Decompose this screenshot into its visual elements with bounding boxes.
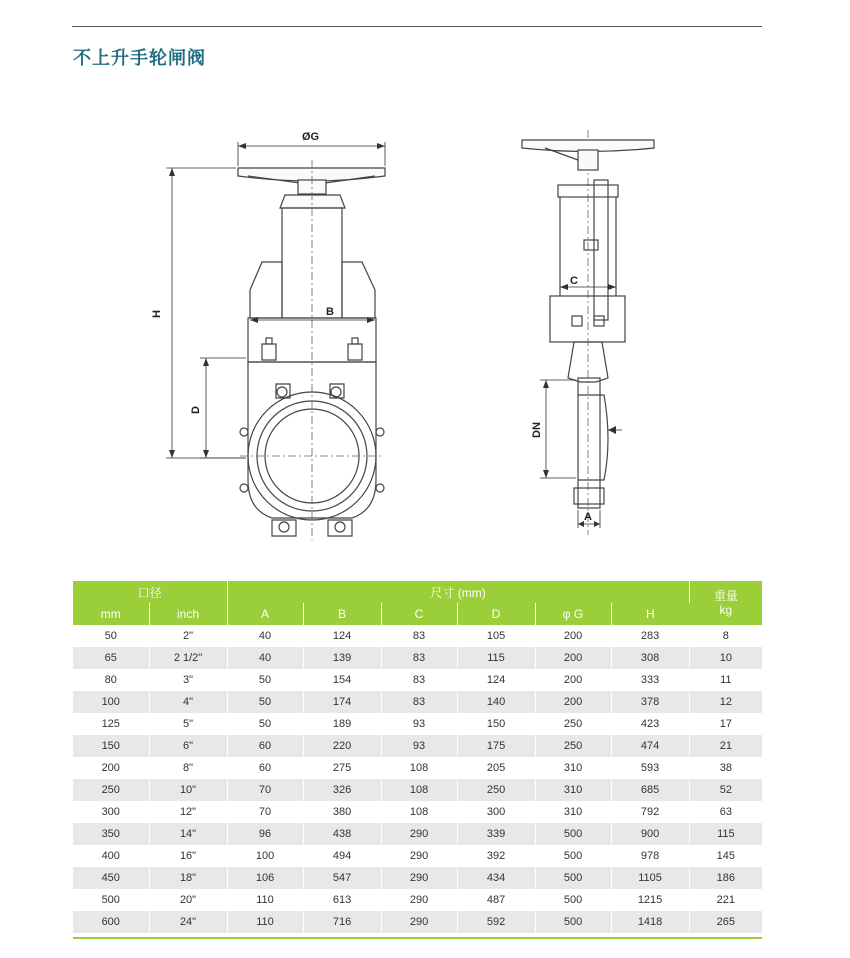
header-weight-unit: kg (719, 603, 733, 617)
table-cell: 300 (457, 801, 535, 823)
table-cell: 38 (689, 757, 762, 779)
table-cell: 290 (381, 823, 457, 845)
specification-table (73, 581, 762, 933)
table-cell: 105 (457, 625, 535, 647)
dim-label-c: C (570, 275, 578, 287)
table-cell: 494 (303, 845, 381, 867)
table-row (73, 669, 762, 691)
table-cell: 400 (73, 845, 149, 867)
table-cell: 250 (535, 713, 611, 735)
table-cell: 83 (381, 647, 457, 669)
table-cell: 200 (535, 647, 611, 669)
table-cell: 108 (381, 779, 457, 801)
table-cell: 145 (689, 845, 762, 867)
table-cell: 175 (457, 735, 535, 757)
table-cell: 110 (227, 889, 303, 911)
table-cell: 300 (73, 801, 149, 823)
table-cell: 250 (535, 735, 611, 757)
dim-label-h: H (151, 310, 163, 318)
table-cell: 3" (149, 669, 227, 691)
table-cell: 40 (227, 625, 303, 647)
table-row (73, 779, 762, 801)
dim-label-dn: DN (531, 422, 543, 438)
table-cell: 154 (303, 669, 381, 691)
table-cell: 60 (227, 757, 303, 779)
table-cell: 450 (73, 867, 149, 889)
table-cell: 10 (689, 647, 762, 669)
table-cell: 108 (381, 801, 457, 823)
table-cell: 434 (457, 867, 535, 889)
table-cell: 18" (149, 867, 227, 889)
table-cell: 83 (381, 625, 457, 647)
table-row (73, 735, 762, 757)
table-cell: 2" (149, 625, 227, 647)
table-cell: 380 (303, 801, 381, 823)
table-cell: 500 (73, 889, 149, 911)
table-cell: 50 (227, 669, 303, 691)
table-cell: 2 1/2" (149, 647, 227, 669)
table-cell: 100 (227, 845, 303, 867)
table-cell: 613 (303, 889, 381, 911)
table-cell: 80 (73, 669, 149, 691)
table-cell: 12 (689, 691, 762, 713)
table-cell: 65 (73, 647, 149, 669)
table-cell: 124 (457, 669, 535, 691)
header-nominal-size: 口径 (73, 581, 227, 603)
table-row (73, 625, 762, 647)
table-cell: 16" (149, 845, 227, 867)
table-cell: 70 (227, 801, 303, 823)
table-cell: 685 (611, 779, 689, 801)
table-cell: 200 (73, 757, 149, 779)
table-cell: 150 (73, 735, 149, 757)
table-cell: 139 (303, 647, 381, 669)
table-cell: 310 (535, 779, 611, 801)
table-cell: 96 (227, 823, 303, 845)
header-mm: mm (73, 603, 149, 625)
page-title: 不上升手轮闸阀 (73, 48, 206, 69)
table-cell: 10" (149, 779, 227, 801)
table-row (73, 867, 762, 889)
table-cell: 20" (149, 889, 227, 911)
table-row (73, 757, 762, 779)
table-cell: 40 (227, 647, 303, 669)
table-cell: 1215 (611, 889, 689, 911)
table-cell: 63 (689, 801, 762, 823)
table-cell: 189 (303, 713, 381, 735)
header-g: φ G (535, 603, 611, 625)
table-cell: 83 (381, 691, 457, 713)
table-cell: 140 (457, 691, 535, 713)
top-divider (72, 26, 762, 27)
table-cell: 290 (381, 845, 457, 867)
table-cell: 70 (227, 779, 303, 801)
table-cell: 339 (457, 823, 535, 845)
table-cell: 205 (457, 757, 535, 779)
table-cell: 93 (381, 735, 457, 757)
table-cell: 250 (457, 779, 535, 801)
table-cell: 108 (381, 757, 457, 779)
table-cell: 392 (457, 845, 535, 867)
table-cell: 250 (73, 779, 149, 801)
table-cell: 350 (73, 823, 149, 845)
table-row (73, 889, 762, 911)
table-cell: 378 (611, 691, 689, 713)
table-cell: 593 (611, 757, 689, 779)
table-cell: 290 (381, 911, 457, 933)
table-cell: 716 (303, 911, 381, 933)
table-cell: 83 (381, 669, 457, 691)
table-cell: 1105 (611, 867, 689, 889)
table-cell: 174 (303, 691, 381, 713)
table-cell: 500 (535, 823, 611, 845)
table-cell: 124 (303, 625, 381, 647)
table-cell: 200 (535, 691, 611, 713)
table-cell: 423 (611, 713, 689, 735)
header-c: C (381, 603, 457, 625)
table-cell: 500 (535, 911, 611, 933)
table-cell: 60 (227, 735, 303, 757)
table-cell: 12" (149, 801, 227, 823)
table-cell: 487 (457, 889, 535, 911)
table-cell: 5" (149, 713, 227, 735)
table-cell: 115 (689, 823, 762, 845)
table-cell: 50 (227, 691, 303, 713)
table-cell: 438 (303, 823, 381, 845)
table-cell: 474 (611, 735, 689, 757)
table-cell: 52 (689, 779, 762, 801)
table-cell: 11 (689, 669, 762, 691)
table-cell: 21 (689, 735, 762, 757)
bottom-divider (73, 937, 762, 939)
table-cell: 93 (381, 713, 457, 735)
table-cell: 978 (611, 845, 689, 867)
table-cell: 110 (227, 911, 303, 933)
table-cell: 290 (381, 867, 457, 889)
table-row (73, 845, 762, 867)
header-h: H (611, 603, 689, 625)
table-cell: 24" (149, 911, 227, 933)
table-cell: 592 (457, 911, 535, 933)
table-cell: 308 (611, 647, 689, 669)
table-cell: 4" (149, 691, 227, 713)
table-row (73, 801, 762, 823)
table-cell: 310 (535, 801, 611, 823)
table-cell: 290 (381, 889, 457, 911)
table-row (73, 911, 762, 933)
table-cell: 50 (73, 625, 149, 647)
table-cell: 265 (689, 911, 762, 933)
table-cell: 500 (535, 845, 611, 867)
table-cell: 600 (73, 911, 149, 933)
table-cell: 106 (227, 867, 303, 889)
table-row (73, 647, 762, 669)
table-cell: 186 (689, 867, 762, 889)
table-cell: 310 (535, 757, 611, 779)
table-cell: 125 (73, 713, 149, 735)
table-cell: 792 (611, 801, 689, 823)
table-cell: 14" (149, 823, 227, 845)
table-row (73, 691, 762, 713)
table-cell: 17 (689, 713, 762, 735)
table-cell: 8" (149, 757, 227, 779)
table-cell: 8 (689, 625, 762, 647)
table-cell: 900 (611, 823, 689, 845)
header-d: D (457, 603, 535, 625)
table-cell: 150 (457, 713, 535, 735)
table-cell: 200 (535, 669, 611, 691)
table-cell: 326 (303, 779, 381, 801)
table-row (73, 713, 762, 735)
dim-label-g: ØG (302, 131, 320, 143)
table-cell: 100 (73, 691, 149, 713)
table-cell: 221 (689, 889, 762, 911)
dim-label-d: D (190, 406, 202, 414)
table-row (73, 823, 762, 845)
table-cell: 283 (611, 625, 689, 647)
table-cell: 200 (535, 625, 611, 647)
header-inch: inch (149, 603, 227, 625)
table-cell: 220 (303, 735, 381, 757)
valve-technical-drawing (0, 100, 850, 540)
table-cell: 333 (611, 669, 689, 691)
dim-label-b: B (326, 306, 334, 318)
table-body (73, 625, 762, 933)
header-weight (689, 581, 762, 625)
dim-label-a: A (584, 511, 592, 523)
table-cell: 1418 (611, 911, 689, 933)
table-cell: 115 (457, 647, 535, 669)
header-b: B (303, 603, 381, 625)
table-cell: 275 (303, 757, 381, 779)
table-cell: 500 (535, 889, 611, 911)
header-weight-label: 重量 (713, 589, 738, 603)
table-cell: 50 (227, 713, 303, 735)
table-cell: 547 (303, 867, 381, 889)
header-a: A (227, 603, 303, 625)
header-dimensions: 尺寸 (mm) (227, 581, 689, 603)
table-cell: 6" (149, 735, 227, 757)
table-cell: 500 (535, 867, 611, 889)
